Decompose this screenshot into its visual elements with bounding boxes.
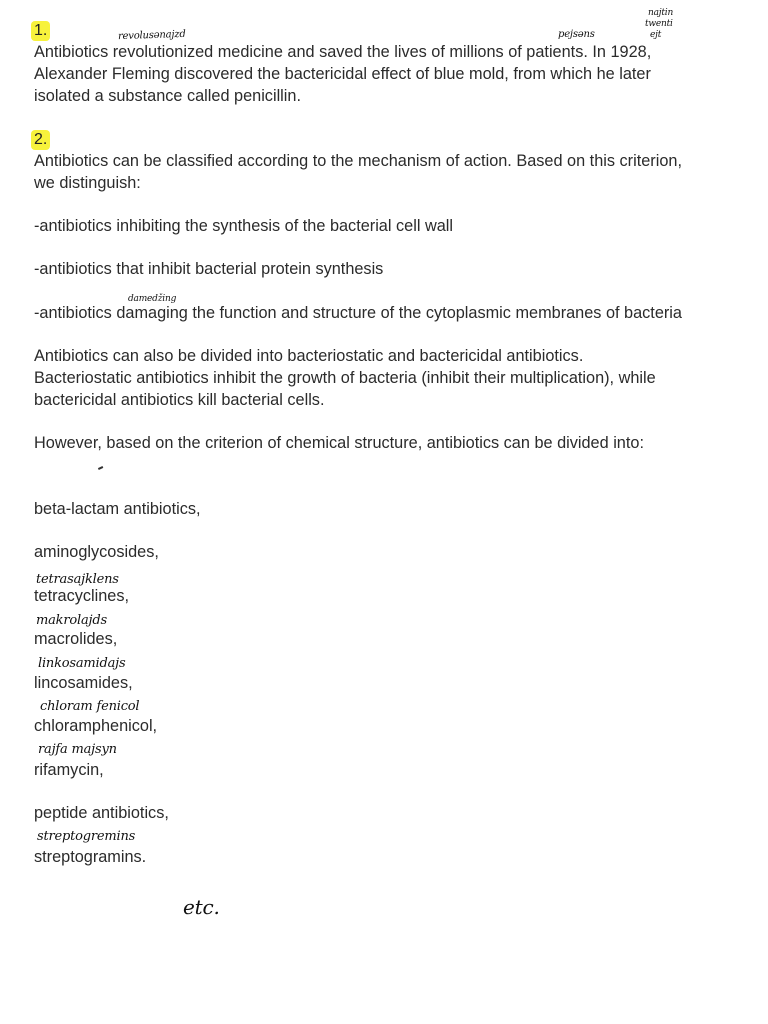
bacterio-line-2: Bacteriostatic antibiotics inhibit the growth of bacteria (inhibit their multiplication), while	[34, 369, 656, 387]
handwritten-note-damaging: damedžing	[128, 294, 177, 304]
class-lincosamides: lincosamides,	[34, 674, 133, 692]
section-1-line-1: Antibiotics revolutionized medicine and saved the lives of millions of patients. In 1928,	[34, 43, 652, 61]
bacterio-line-3: bactericidal antibiotics kill bacterial cells.	[34, 391, 325, 409]
mechanism-membrane: -antibiotics damaging the function and structure of the cytoplasmic membranes of bacteria	[34, 304, 682, 322]
class-peptide-antibiotics: peptide antibiotics,	[34, 804, 169, 822]
class-rifamycin: rifamycin,	[34, 761, 104, 779]
handwritten-note-rifamycin: rajfa majsyn	[38, 742, 117, 757]
handwritten-note-chloramphenicol: chloram fenicol	[40, 699, 140, 714]
section-2-intro-line-2: we distinguish:	[34, 174, 141, 192]
section-1-line-2: Alexander Fleming discovered the bactericidal effect of blue mold, from which he later	[34, 65, 651, 83]
handwritten-note-top-right-2: twenti	[645, 19, 673, 29]
class-macrolides: macrolides,	[34, 630, 118, 648]
section-2-marker: 2.	[31, 130, 50, 150]
handwritten-note-top-right-1: najtin	[648, 8, 674, 18]
bacterio-line-1: Antibiotics can also be divided into bacteriostatic and bactericidal antibiotics.	[34, 347, 584, 365]
mechanism-protein-synthesis: -antibiotics that inhibit bacterial protein synthesis	[34, 260, 384, 278]
handwritten-note-top-right-3: ejt	[650, 30, 662, 40]
class-streptogramins: streptogramins.	[34, 848, 147, 866]
class-aminoglycosides: aminoglycosides,	[34, 543, 159, 561]
section-1-marker: 1.	[31, 21, 50, 41]
class-tetracyclines: tetracyclines,	[34, 587, 130, 605]
handwritten-note-patients: pejsəns	[558, 29, 595, 40]
class-beta-lactam: beta-lactam antibiotics,	[34, 500, 201, 518]
handwritten-note-tetracyclines: tetrasajklens	[36, 572, 119, 587]
pencil-tick-mark	[98, 466, 103, 469]
handwritten-note-streptogramins: streptogremins	[37, 829, 136, 844]
mechanism-cell-wall: -antibiotics inhibiting the synthesis of the bacterial cell wall	[34, 217, 454, 235]
handwritten-note-revolutionized: revolusənajzd	[117, 28, 186, 43]
chemical-structure-intro: However, based on the criterion of chemical structure, antibiotics can be divided into:	[34, 434, 644, 452]
handwritten-note-lincosamides: linkosamidajs	[38, 656, 126, 671]
class-chloramphenicol: chloramphenicol,	[34, 717, 158, 735]
handwritten-note-macrolides: makrolajds	[36, 613, 107, 628]
handwritten-note-etc: etc.	[183, 895, 220, 919]
section-2-intro-line-1: Antibiotics can be classified according to the mechanism of action. Based on this criterion,	[34, 152, 682, 170]
section-1-line-3: isolated a substance called penicillin.	[34, 87, 301, 105]
